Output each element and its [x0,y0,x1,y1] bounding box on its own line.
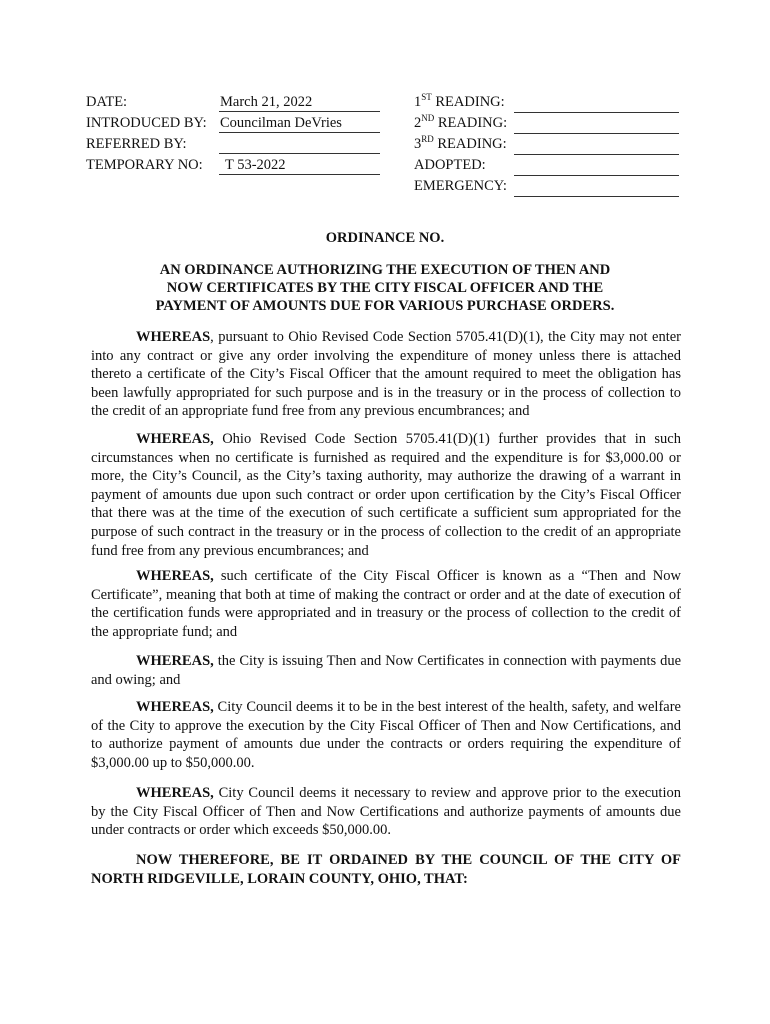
whereas-lead: WHEREAS, [136,653,214,669]
adopted-label: ADOPTED: [414,157,486,173]
title-line: NOW CERTIFICATES BY THE CITY FISCAL OFFICER AND THE [166,280,604,296]
reading1-text: READING: [431,94,505,110]
reading1-number: 1 [414,94,422,110]
reading2-line [514,113,679,134]
whereas-lead: WHEREAS, [136,699,214,715]
paragraph-text: such certificate of the City Fiscal Officer is known as a “Then and Now Certificate”, meaning that both at time of making the contract or order and at the date of execution of the certification funds were appropriated and in treasury or the process of collection to the credit of the appropriate fund; and [91,568,681,640]
reading3-suffix: RD [421,134,434,144]
paragraph-text: the City is issuing Then and Now Certificates in connection with payments due and owing; and [91,653,681,688]
introduced-value: Councilman DeVries [219,113,380,133]
title-line: AN ORDINANCE AUTHORIZING THE EXECUTION OF THEN AND [159,262,611,278]
date-value: March 21, 2022 [219,92,380,112]
whereas-lead: WHEREAS, [136,785,214,801]
whereas-paragraph [91,567,681,641]
paragraph-text: , pursuant to Ohio Revised Code Section 5705.41(D)(1), the City may not enter into any contract or give any order involving the expenditure of money unless there is attached thereto a certificate of the City’s Fiscal Officer that the amount required to meet the obligation has been lawfully appropriated for such purpose and is in the treasury or in the process of collection to the credit of an appropriate fund free from any previous encumbrances; and [91,329,681,420]
reading1-suffix: ST [421,92,432,102]
whereas-lead: WHEREAS, [136,431,214,447]
reading3-line [514,134,679,155]
whereas-lead: WHEREAS [136,329,211,345]
temporary-value: T 53-2022 [219,155,380,175]
paragraph-text: City Council deems it necessary to review and approve prior to the execution by the City Fiscal Officer of Then and Now Certifications and authorize payments of amounts due under contracts or order which exceeds $50,000.00. [91,785,681,839]
ordinance-title [120,261,650,315]
whereas-paragraph [91,430,681,560]
adopted-line [514,155,679,176]
reading2-suffix: ND [421,113,435,123]
referred-value [219,134,380,154]
ordinance-number-heading: ORDINANCE NO. [325,230,445,246]
whereas-paragraph [91,698,681,772]
whereas-lead: WHEREAS, [136,568,214,584]
title-line: PAYMENT OF AMOUNTS DUE FOR VARIOUS PURCHASE ORDERS. [155,298,615,314]
reading1-line [514,92,679,113]
reading3-number: 3 [414,136,422,152]
date-label: DATE: [86,94,128,110]
reading2-number: 2 [414,115,422,131]
paragraph-text: Ohio Revised Code Section 5705.41(D)(1) further provides that in such circumstances when no certificate is furnished as required and the expenditure is for $3,000.00 or more, the City’s Council, as the City’s taxing authority, may authorize the drawing of a warrant in payment of amounts due upon such contract or order upon certification by the City’s Fiscal Officer that there was at the time of the execution of such certificate a sufficient sum appropriated for the purpose of such contract in the treasury or in the process of collection to the credit of an appropriate fund free from any previous encumbrances; and [91,431,681,559]
whereas-paragraph [91,784,681,840]
emergency-label: EMERGENCY: [414,178,507,194]
referred-label: REFERRED BY: [86,136,187,152]
reading2-text: READING: [434,115,508,131]
emergency-line [514,176,679,197]
introduced-label: INTRODUCED BY: [86,115,207,131]
reading3-text: READING: [433,136,507,152]
reading3-label [414,134,507,155]
whereas-paragraph [91,328,681,421]
reading2-label [414,113,507,134]
whereas-paragraph [91,652,681,689]
temporary-label: TEMPORARY NO: [86,157,203,173]
reading1-label [414,92,505,113]
paragraph-text: City Council deems it to be in the best interest of the health, safety, and welfare of the City to approve the execution by the City Fiscal Officer of Then and Now Certifications, and to authorize payment of amounts due under the contracts or orders requiring the expenditure of $3,000.00 up to $50,000.00. [91,699,681,771]
ordained-clause: NOW THEREFORE, BE IT ORDAINED BY THE COUNCIL OF THE CITY OF NORTH RIDGEVILLE, LORAIN COUNTY, OHIO, THAT: [91,852,681,887]
